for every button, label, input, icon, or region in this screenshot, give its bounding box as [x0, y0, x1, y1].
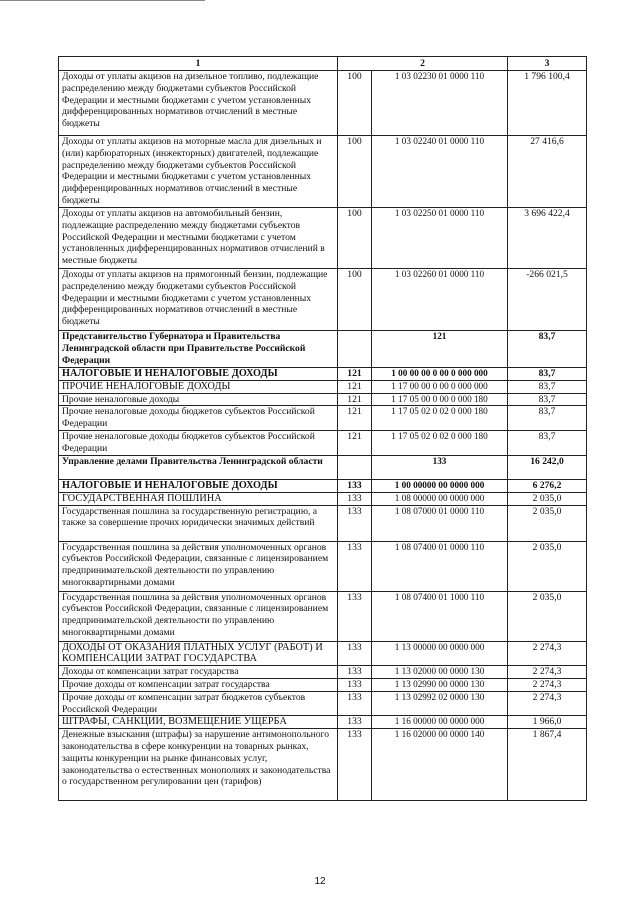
row-name: Доходы от уплаты акцизов на автомобильный бензин, подлежащие распределению между бюджетами субъектов Российской Федерации и местными бюджетами с учетом установленных дифференцированных нормативов отчислений в местные бюджеты — [59, 208, 338, 269]
row-budget-code: 1 17 00 00 0 00 0 000 000 — [372, 380, 508, 393]
row-budget-code: 121 — [372, 331, 508, 368]
table-row — [59, 406, 587, 431]
row-name: ГОСУДАРСТВЕННАЯ ПОШЛИНА — [59, 492, 338, 505]
row-amount: 83,7 — [508, 406, 587, 431]
table-row — [59, 331, 587, 368]
header-col-3: 3 — [508, 57, 587, 71]
row-admin-code: 100 — [338, 208, 372, 269]
row-name: Управление делами Правительства Ленинградской области — [59, 455, 338, 479]
row-amount: 83,7 — [508, 393, 587, 406]
row-name: НАЛОГОВЫЕ И НЕНАЛОГОВЫЕ ДОХОДЫ — [59, 368, 338, 381]
row-admin-code: 121 — [338, 380, 372, 393]
row-name: ШТРАФЫ, САНКЦИИ, ВОЗМЕЩЕНИЕ УЩЕРБА — [59, 716, 338, 729]
row-amount: 2 274,3 — [508, 678, 587, 691]
row-amount: 1 966,0 — [508, 716, 587, 729]
row-amount: 16 242,0 — [508, 455, 587, 479]
row-budget-code: 1 03 02240 01 0000 110 — [372, 136, 508, 208]
table-row — [59, 208, 587, 269]
table-row — [59, 269, 587, 331]
table-row — [59, 368, 587, 381]
row-admin-code: 133 — [338, 678, 372, 691]
row-amount: 6 276,2 — [508, 479, 587, 492]
row-amount: 1 796 100,4 — [508, 71, 587, 136]
row-budget-code: 1 13 02992 02 0000 130 — [372, 691, 508, 716]
row-budget-code: 133 — [372, 455, 508, 479]
row-budget-code: 1 00 00000 00 0000 000 — [372, 479, 508, 492]
row-admin-code: 121 — [338, 393, 372, 406]
header-row — [59, 57, 587, 71]
header-col-1: 1 — [59, 57, 338, 71]
table-row — [59, 641, 587, 666]
row-budget-code: 1 03 02250 01 0000 110 — [372, 208, 508, 269]
row-name: Прочие неналоговые доходы бюджетов субъектов Российской Федерации — [59, 430, 338, 455]
revenue-table-body — [59, 57, 587, 801]
row-name: Доходы от уплаты акцизов на моторные масла для дизельных и (или) карбюраторных (инжекторных) двигателей, подлежащие распределению между бюджетами субъектов Российской Федерации и местными бюджетами с учетом установленных дифференцированных нормативов отчислений в местные бюджеты — [59, 136, 338, 208]
row-name: Представительство Губернатора и Правительства Ленинградской области при Правительстве Российской Федерации — [59, 331, 338, 368]
row-amount: 83,7 — [508, 331, 587, 368]
table-row — [59, 666, 587, 679]
row-admin-code: 100 — [338, 136, 372, 208]
row-admin-code: 121 — [338, 406, 372, 431]
row-name: НАЛОГОВЫЕ И НЕНАЛОГОВЫЕ ДОХОДЫ — [59, 479, 338, 492]
row-admin-code — [338, 455, 372, 479]
row-admin-code: 133 — [338, 729, 372, 801]
row-amount: 83,7 — [508, 368, 587, 381]
row-amount: 1 867,4 — [508, 729, 587, 801]
row-admin-code: 133 — [338, 541, 372, 591]
row-amount: 2 035,0 — [508, 541, 587, 591]
table-row — [59, 479, 587, 492]
row-admin-code: 121 — [338, 430, 372, 455]
row-name: Прочие неналоговые доходы бюджетов субъектов Российской Федерации — [59, 406, 338, 431]
header-col-2: 2 — [338, 57, 508, 71]
row-budget-code: 1 13 02990 00 0000 130 — [372, 678, 508, 691]
row-admin-code: 133 — [338, 591, 372, 641]
row-amount: 27 416,6 — [508, 136, 587, 208]
row-budget-code: 1 13 02000 00 0000 130 — [372, 666, 508, 679]
row-name: ПРОЧИЕ НЕНАЛОГОВЫЕ ДОХОДЫ — [59, 380, 338, 393]
row-amount: 2 274,3 — [508, 641, 587, 666]
table-row — [59, 71, 587, 136]
row-amount: 3 696 422,4 — [508, 208, 587, 269]
row-name: Доходы от компенсации затрат государства — [59, 666, 338, 679]
row-budget-code: 1 08 07000 01 0000 110 — [372, 505, 508, 541]
row-amount: 2 035,0 — [508, 492, 587, 505]
row-admin-code: 133 — [338, 666, 372, 679]
table-row — [59, 455, 587, 479]
row-admin-code: 133 — [338, 479, 372, 492]
table-row — [59, 541, 587, 591]
table-row — [59, 691, 587, 716]
table-row — [59, 492, 587, 505]
table-row — [59, 380, 587, 393]
row-admin-code: 100 — [338, 269, 372, 331]
row-admin-code: 133 — [338, 505, 372, 541]
row-budget-code: 1 17 05 02 0 02 0 000 180 — [372, 406, 508, 431]
revenue-table — [58, 56, 587, 801]
table-row — [59, 393, 587, 406]
row-amount: 2 035,0 — [508, 505, 587, 541]
row-amount: 2 035,0 — [508, 591, 587, 641]
row-name: ДОХОДЫ ОТ ОКАЗАНИЯ ПЛАТНЫХ УСЛУГ (РАБОТ) И КОМПЕНСАЦИИ ЗАТРАТ ГОСУДАРСТВА — [59, 641, 338, 666]
row-admin-code: 133 — [338, 492, 372, 505]
row-amount: 2 274,3 — [508, 691, 587, 716]
row-budget-code: 1 08 00000 00 0000 000 — [372, 492, 508, 505]
row-budget-code: 1 03 02230 01 0000 110 — [372, 71, 508, 136]
row-amount: 2 274,3 — [508, 666, 587, 679]
row-admin-code: 133 — [338, 716, 372, 729]
row-budget-code: 1 03 02260 01 0000 110 — [372, 269, 508, 331]
row-budget-code: 1 00 00 00 0 00 0 000 000 — [372, 368, 508, 381]
row-admin-code: 133 — [338, 691, 372, 716]
row-budget-code: 1 16 02000 00 0000 140 — [372, 729, 508, 801]
row-name: Государственная пошлина за государственную регистрацию, а также за совершение прочих юридически значимых действий — [59, 505, 338, 541]
row-budget-code: 1 08 07400 01 1000 110 — [372, 591, 508, 641]
table-row — [59, 136, 587, 208]
table-row — [59, 716, 587, 729]
page-number: 12 — [314, 876, 326, 887]
row-amount: 83,7 — [508, 430, 587, 455]
row-admin-code: 121 — [338, 368, 372, 381]
top-rule — [0, 0, 205, 1]
row-budget-code: 1 16 00000 00 0000 000 — [372, 716, 508, 729]
row-budget-code: 1 17 05 00 0 00 0 000 180 — [372, 393, 508, 406]
row-amount: -266 021,5 — [508, 269, 587, 331]
row-admin-code: 100 — [338, 71, 372, 136]
row-name: Прочие доходы от компенсации затрат государства — [59, 678, 338, 691]
table-row — [59, 430, 587, 455]
row-budget-code: 1 17 05 02 0 02 0 000 180 — [372, 430, 508, 455]
row-name: Доходы от уплаты акцизов на прямогонный бензин, подлежащие распределению между бюджетами субъектов Российской Федерации и местными бюджетами с учетом установленных дифференцированных нормативов отчислений в местные бюджеты — [59, 269, 338, 331]
row-name: Доходы от уплаты акцизов на дизельное топливо, подлежащие распределению между бюджетами субъектов Российской Федерации и местными бюджетами с учетом установленных дифференцированных нормативов отчислений в местные бюджеты — [59, 71, 338, 136]
row-name: Прочие неналоговые доходы — [59, 393, 338, 406]
table-row — [59, 505, 587, 541]
table-row — [59, 678, 587, 691]
row-admin-code: 133 — [338, 641, 372, 666]
row-amount: 83,7 — [508, 380, 587, 393]
table-row — [59, 591, 587, 641]
table-row — [59, 729, 587, 801]
row-name: Государственная пошлина за действия уполномоченных органов субъектов Российской Федерации, связанные с лицензированием предпринимательской деятельности по управлению многоквартирными домами — [59, 541, 338, 591]
row-name: Государственная пошлина за действия уполномоченных органов субъектов Российской Федерации, связанные с лицензированием предпринимательской деятельности по управлению многоквартирными домами — [59, 591, 338, 641]
row-budget-code: 1 08 07400 01 0000 110 — [372, 541, 508, 591]
row-name: Прочие доходы от компенсации затрат бюджетов субъектов Российской Федерации — [59, 691, 338, 716]
row-budget-code: 1 13 00000 00 0000 000 — [372, 641, 508, 666]
row-name: Денежные взыскания (штрафы) за нарушение антимонопольного законодательства в сфере конкуренции на товарных рынках, защиты конкуренции на рынке финансовых услуг, законодательства о естественных монополиях и законодательства о государственном регулировании цен (тарифов) — [59, 729, 338, 801]
row-admin-code — [338, 331, 372, 368]
